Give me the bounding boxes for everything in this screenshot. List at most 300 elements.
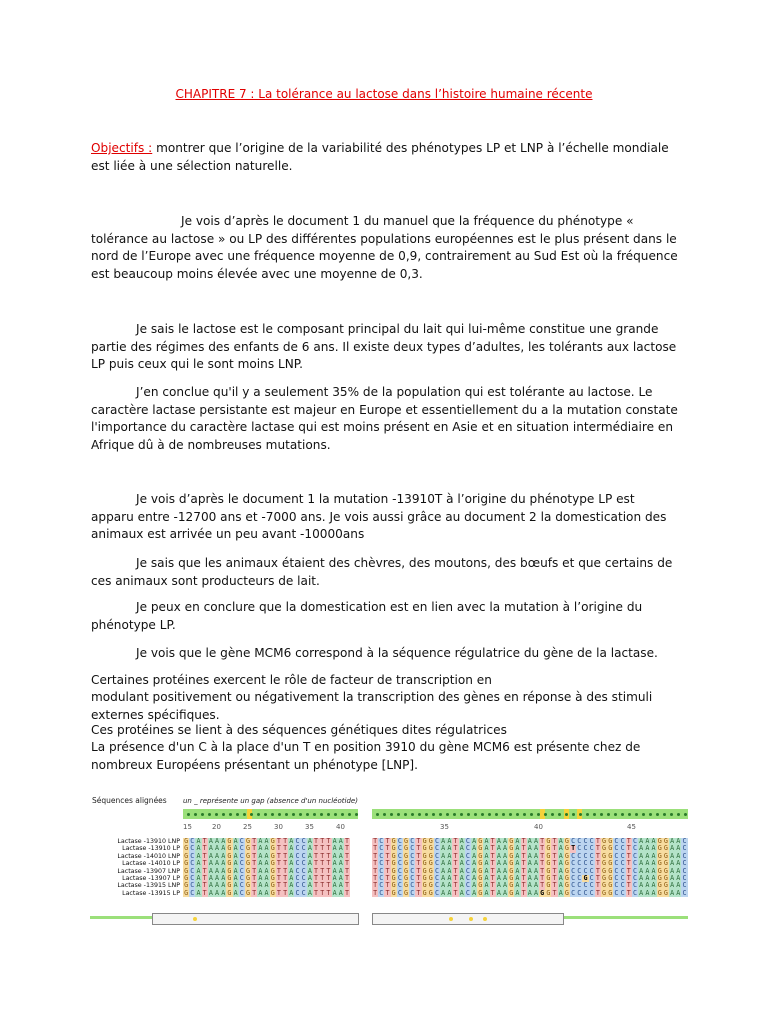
nucleotide: T bbox=[521, 859, 526, 868]
nucleotide: C bbox=[465, 844, 470, 853]
nucleotide: T bbox=[276, 859, 281, 868]
nucleotide: A bbox=[651, 859, 656, 868]
scroll-marker bbox=[193, 917, 197, 921]
nucleotide: T bbox=[540, 844, 545, 853]
objectives-label: Objectifs : bbox=[91, 141, 153, 155]
nucleotide: T bbox=[540, 859, 545, 868]
nucleotide: T bbox=[373, 844, 378, 853]
tick-label: 35 bbox=[440, 823, 449, 831]
sequence-name: Lactase -13910 LNP bbox=[117, 838, 180, 845]
ruler-dot bbox=[390, 813, 393, 816]
ruler-dot bbox=[334, 813, 337, 816]
nucleotide: T bbox=[252, 881, 257, 890]
nucleotide: A bbox=[307, 874, 312, 883]
nucleotide: A bbox=[503, 851, 508, 860]
nucleotide: C bbox=[434, 866, 439, 875]
nucleotide: A bbox=[332, 859, 337, 868]
nucleotide: G bbox=[478, 866, 483, 875]
nucleotide: T bbox=[314, 881, 319, 890]
nucleotide: T bbox=[283, 874, 288, 883]
nucleotide: G bbox=[663, 888, 668, 897]
nucleotide: T bbox=[385, 888, 390, 897]
nucleotide: A bbox=[533, 859, 538, 868]
nucleotide: C bbox=[295, 888, 300, 897]
nucleotide: T bbox=[490, 881, 495, 890]
nucleotide: A bbox=[215, 866, 220, 875]
nucleotide: C bbox=[301, 837, 306, 845]
nucleotide: A bbox=[208, 859, 213, 868]
ruler-dot bbox=[278, 813, 281, 816]
ruler-dot bbox=[320, 813, 323, 816]
nucleotide: C bbox=[589, 866, 594, 875]
paragraph-2: Je sais le lactose est le composant principal du lait qui lui-même constitue une grande partie des régimes des enfants de 6 ans. Il existe deux types d’adultes, les tolérants aux lactose LP puis ceux qui le sont moins LNP. bbox=[91, 322, 677, 371]
nucleotide: A bbox=[558, 859, 563, 868]
nucleotide: C bbox=[379, 874, 384, 883]
nucleotide: G bbox=[422, 874, 427, 883]
nucleotide: C bbox=[577, 888, 582, 897]
tick-label: 40 bbox=[534, 823, 543, 831]
nucleotide: C bbox=[190, 888, 195, 897]
nucleotide: T bbox=[314, 874, 319, 883]
nucleotide: C bbox=[583, 844, 588, 853]
nucleotide: T bbox=[202, 844, 207, 853]
nucleotide: C bbox=[434, 859, 439, 868]
nucleotide: A bbox=[264, 844, 269, 853]
nucleotide: A bbox=[472, 888, 477, 897]
tick-label: 35 bbox=[305, 823, 314, 831]
ruler-dot bbox=[509, 813, 512, 816]
nucleotide: T bbox=[626, 881, 631, 890]
paragraph-3: J’en conclue qu'il y a seulement 35% de la population qui est tolérante au lactose. Le caractère lactase persistante est majeur en Europe et essentiellement du a la mutation constate l'importance du caractère lactase qui est moins présent en Asie et en situation intermédiaire en Afrique dû à de nombreuses mutations. bbox=[91, 385, 678, 452]
nucleotide: A bbox=[459, 874, 464, 883]
nucleotide: T bbox=[626, 866, 631, 875]
nucleotide: A bbox=[289, 881, 294, 890]
nucleotide: A bbox=[338, 888, 343, 897]
ruler-dot bbox=[663, 813, 666, 816]
nucleotide: C bbox=[379, 859, 384, 868]
nucleotide: G bbox=[270, 844, 275, 853]
ruler-dot bbox=[523, 813, 526, 816]
ruler-dot bbox=[194, 813, 197, 816]
ruler-dot bbox=[593, 813, 596, 816]
nucleotide: G bbox=[404, 844, 409, 853]
nucleotide: A bbox=[670, 837, 675, 845]
nucleotide: A bbox=[503, 866, 508, 875]
nucleotide: T bbox=[521, 837, 526, 845]
nucleotide: A bbox=[264, 888, 269, 897]
nucleotide: A bbox=[459, 866, 464, 875]
nucleotide: C bbox=[614, 851, 619, 860]
nucleotide: C bbox=[465, 837, 470, 845]
nucleotide: T bbox=[595, 844, 600, 853]
nucleotide: A bbox=[651, 844, 656, 853]
ruler-dot bbox=[250, 813, 253, 816]
nucleotide: C bbox=[410, 844, 415, 853]
objectives-text: montrer que l’origine de la variabilité des phénotypes LP et LNP à l’échelle mondiale est liée à une sélection naturelle. bbox=[91, 141, 669, 173]
nucleotide: C bbox=[632, 837, 637, 845]
nucleotide: T bbox=[521, 844, 526, 853]
nucleotide: C bbox=[190, 837, 195, 845]
nucleotide: C bbox=[410, 881, 415, 890]
nucleotide: A bbox=[639, 866, 644, 875]
nucleotide: C bbox=[620, 881, 625, 890]
nucleotide: G bbox=[602, 859, 607, 868]
nucleotide: A bbox=[676, 844, 681, 853]
nucleotide: G bbox=[602, 874, 607, 883]
nucleotide: A bbox=[484, 866, 489, 875]
nucleotide: A bbox=[496, 844, 501, 853]
nucleotide: A bbox=[208, 844, 213, 853]
nucleotide: A bbox=[533, 874, 538, 883]
chapter-title: CHAPITRE 7 : La tolérance au lactose dans l’histoire humaine récente bbox=[175, 87, 593, 101]
sequence-name: Lactase -13915 LNP bbox=[117, 882, 180, 890]
nucleotide: A bbox=[264, 866, 269, 875]
nucleotide: C bbox=[682, 851, 687, 860]
nucleotide: T bbox=[283, 888, 288, 897]
paragraph-8d: La présence d'un C à la place d'un T en position 3910 du gène MCM6 est présente chez de nombreux Européens présentant un phénotype [LNP]. bbox=[91, 740, 641, 772]
ruler-dot bbox=[460, 813, 463, 816]
nucleotide: A bbox=[484, 851, 489, 860]
alignment-panel-left bbox=[90, 796, 358, 931]
nucleotide: G bbox=[657, 866, 662, 875]
nucleotide: T bbox=[552, 874, 557, 883]
nucleotide: A bbox=[215, 881, 220, 890]
ruler-dot bbox=[425, 813, 428, 816]
nucleotide: G bbox=[602, 837, 607, 845]
nucleotide: G bbox=[245, 844, 250, 853]
nucleotide: A bbox=[515, 837, 520, 845]
nucleotide: C bbox=[583, 851, 588, 860]
nucleotide: C bbox=[577, 837, 582, 845]
nucleotide: A bbox=[289, 844, 294, 853]
nucleotide: A bbox=[651, 881, 656, 890]
nucleotide: T bbox=[283, 866, 288, 875]
nucleotide: A bbox=[196, 881, 201, 890]
nucleotide: A bbox=[441, 881, 446, 890]
nucleotide: A bbox=[196, 874, 201, 883]
nucleotide: T bbox=[490, 866, 495, 875]
nucleotide: A bbox=[221, 888, 226, 897]
nucleotide: A bbox=[338, 851, 343, 860]
nucleotide: G bbox=[663, 866, 668, 875]
nucleotide: T bbox=[626, 844, 631, 853]
ruler-dot bbox=[684, 813, 687, 816]
ruler-dot bbox=[285, 813, 288, 816]
nucleotide: C bbox=[589, 844, 594, 853]
nucleotide: A bbox=[527, 881, 532, 890]
nucleotide: A bbox=[307, 866, 312, 875]
nucleotide: T bbox=[373, 866, 378, 875]
nucleotide: T bbox=[202, 874, 207, 883]
nucleotide: C bbox=[190, 851, 195, 860]
ruler-dot bbox=[383, 813, 386, 816]
nucleotide: G bbox=[608, 851, 613, 860]
nucleotide: C bbox=[682, 888, 687, 897]
nucleotide: A bbox=[233, 851, 238, 860]
nucleotide: G bbox=[270, 837, 275, 845]
paragraph-6: Je peux en conclure que la domestication est en lien avec la mutation à l’origine du phénotype LP. bbox=[91, 600, 643, 632]
nucleotide: A bbox=[196, 888, 201, 897]
nucleotide: A bbox=[676, 874, 681, 883]
ruler-dot bbox=[649, 813, 652, 816]
nucleotide: G bbox=[583, 874, 588, 883]
nucleotide: G bbox=[184, 874, 189, 883]
nucleotide: G bbox=[404, 851, 409, 860]
nucleotide: A bbox=[484, 888, 489, 897]
nucleotide: T bbox=[373, 837, 378, 845]
nucleotide: T bbox=[276, 866, 281, 875]
nucleotide: T bbox=[373, 888, 378, 897]
ruler-dot bbox=[642, 813, 645, 816]
nucleotide: G bbox=[422, 859, 427, 868]
nucleotide: A bbox=[338, 837, 343, 845]
scrollbar-left[interactable] bbox=[152, 913, 359, 925]
nucleotide: T bbox=[276, 851, 281, 860]
nucleotide: A bbox=[307, 844, 312, 853]
nucleotide: T bbox=[552, 837, 557, 845]
nucleotide: A bbox=[221, 837, 226, 845]
nucleotide: T bbox=[320, 851, 325, 860]
nucleotide: G bbox=[391, 888, 396, 897]
nucleotide: A bbox=[289, 837, 294, 845]
nucleotide: G bbox=[546, 866, 551, 875]
nucleotide: G bbox=[478, 851, 483, 860]
nucleotide: A bbox=[515, 866, 520, 875]
paragraph-8a: Certaines protéines exercent le rôle de facteur de transcription en bbox=[91, 673, 492, 687]
nucleotide: A bbox=[221, 859, 226, 868]
nucleotide: T bbox=[490, 837, 495, 845]
nucleotide: A bbox=[670, 844, 675, 853]
nucleotide: T bbox=[276, 874, 281, 883]
nucleotide: T bbox=[453, 859, 458, 868]
nucleotide: A bbox=[651, 851, 656, 860]
nucleotide: G bbox=[184, 859, 189, 868]
nucleotide: A bbox=[258, 844, 263, 853]
nucleotide: G bbox=[608, 888, 613, 897]
nucleotide: G bbox=[422, 888, 427, 897]
nucleotide: T bbox=[326, 859, 331, 868]
paragraph-5: Je sais que les animaux étaient des chèvres, des moutons, des bœufs et que certains de ces animaux sont producteurs de lait. bbox=[91, 556, 673, 588]
ruler-dot bbox=[313, 813, 316, 816]
paragraph-1: Je vois d’après le document 1 du manuel que la fréquence du phénotype « tolérance au lactose » ou LP des différentes populations européennes est le plus présent dans le nord de l’Europe avec une fréquence moyenne de 0,9, contrairement au Sud Est où la fréquence est beaucoup moins élevée avec une moyenne de 0,3. bbox=[91, 214, 678, 281]
nucleotide: A bbox=[221, 851, 226, 860]
scrollbar-right[interactable] bbox=[372, 913, 564, 925]
nucleotide: T bbox=[283, 851, 288, 860]
nucleotide: G bbox=[391, 866, 396, 875]
nucleotide: T bbox=[385, 859, 390, 868]
nucleotide: A bbox=[527, 888, 532, 897]
ruler-dot bbox=[257, 813, 260, 816]
nucleotide: C bbox=[397, 874, 402, 883]
nucleotide: G bbox=[404, 874, 409, 883]
nucleotide: A bbox=[332, 881, 337, 890]
nucleotide: T bbox=[385, 874, 390, 883]
nucleotide: A bbox=[441, 837, 446, 845]
nucleotide: G bbox=[657, 881, 662, 890]
nucleotide: A bbox=[651, 837, 656, 845]
nucleotide: C bbox=[614, 866, 619, 875]
nucleotide: A bbox=[221, 866, 226, 875]
ruler-dot bbox=[299, 813, 302, 816]
ruler-dot bbox=[572, 813, 575, 816]
nucleotide: T bbox=[202, 888, 207, 897]
objectives-paragraph bbox=[91, 140, 681, 175]
nucleotide: T bbox=[626, 888, 631, 897]
nucleotide: G bbox=[608, 844, 613, 853]
nucleotide: G bbox=[657, 844, 662, 853]
nucleotide: A bbox=[264, 874, 269, 883]
nucleotide: G bbox=[509, 881, 514, 890]
nucleotide: C bbox=[397, 881, 402, 890]
nucleotide: A bbox=[447, 888, 452, 897]
nucleotide: A bbox=[221, 874, 226, 883]
nucleotide: G bbox=[227, 866, 232, 875]
nucleotide: C bbox=[397, 866, 402, 875]
nucleotide: A bbox=[496, 851, 501, 860]
nucleotide: G bbox=[428, 888, 433, 897]
ruler-dot bbox=[537, 813, 540, 816]
ruler-dot bbox=[656, 813, 659, 816]
nucleotide: A bbox=[527, 866, 532, 875]
nucleotide: T bbox=[521, 888, 526, 897]
ruler-dot bbox=[516, 813, 519, 816]
nucleotide: T bbox=[283, 837, 288, 845]
nucleotide: T bbox=[626, 859, 631, 868]
nucleotide: G bbox=[564, 888, 569, 897]
nucleotide: G bbox=[663, 874, 668, 883]
nucleotide: C bbox=[301, 874, 306, 883]
nucleotide: G bbox=[422, 851, 427, 860]
nucleotide: A bbox=[289, 866, 294, 875]
nucleotide: C bbox=[577, 851, 582, 860]
nucleotide: A bbox=[307, 859, 312, 868]
nucleotide: T bbox=[595, 888, 600, 897]
nucleotide: A bbox=[332, 844, 337, 853]
nucleotide: A bbox=[196, 866, 201, 875]
nucleotide: C bbox=[301, 859, 306, 868]
nucleotide: A bbox=[233, 874, 238, 883]
nucleotide: C bbox=[682, 859, 687, 868]
nucleotide: A bbox=[515, 888, 520, 897]
nucleotide: A bbox=[533, 866, 538, 875]
nucleotide: T bbox=[552, 859, 557, 868]
nucleotide: A bbox=[472, 881, 477, 890]
nucleotide: C bbox=[620, 851, 625, 860]
nucleotide: A bbox=[472, 866, 477, 875]
nucleotide: G bbox=[564, 851, 569, 860]
nucleotide: A bbox=[645, 844, 650, 853]
tick-label: 15 bbox=[183, 823, 192, 831]
nucleotide: A bbox=[447, 859, 452, 868]
nucleotide: G bbox=[478, 844, 483, 853]
nucleotide: A bbox=[533, 851, 538, 860]
ruler-dot bbox=[607, 813, 610, 816]
nucleotide: C bbox=[589, 851, 594, 860]
ruler-dot bbox=[208, 813, 211, 816]
nucleotide: T bbox=[320, 881, 325, 890]
nucleotide: G bbox=[663, 837, 668, 845]
nucleotide: A bbox=[651, 888, 656, 897]
nucleotide: G bbox=[564, 859, 569, 868]
nucleotide: T bbox=[326, 888, 331, 897]
nucleotide: A bbox=[258, 881, 263, 890]
nucleotide: G bbox=[227, 881, 232, 890]
nucleotide: A bbox=[208, 851, 213, 860]
nucleotide: C bbox=[301, 851, 306, 860]
nucleotide: A bbox=[441, 859, 446, 868]
nucleotide: T bbox=[373, 859, 378, 868]
nucleotide: A bbox=[670, 881, 675, 890]
nucleotide: A bbox=[447, 851, 452, 860]
nucleotide: A bbox=[338, 859, 343, 868]
nucleotide: A bbox=[338, 844, 343, 853]
nucleotide: G bbox=[404, 837, 409, 845]
nucleotide: A bbox=[233, 859, 238, 868]
nucleotide: C bbox=[239, 881, 244, 890]
nucleotide: T bbox=[385, 837, 390, 845]
nucleotide: T bbox=[552, 888, 557, 897]
nucleotide: G bbox=[391, 881, 396, 890]
nucleotide: T bbox=[385, 866, 390, 875]
nucleotide: G bbox=[227, 844, 232, 853]
nucleotide: T bbox=[453, 866, 458, 875]
ruler-dot bbox=[579, 813, 582, 816]
nucleotide: A bbox=[208, 888, 213, 897]
nucleotide: T bbox=[416, 844, 421, 853]
nucleotide: C bbox=[614, 888, 619, 897]
nucleotide: G bbox=[546, 888, 551, 897]
alignment-heading: Séquences alignées bbox=[92, 796, 167, 805]
nucleotide: G bbox=[404, 888, 409, 897]
nucleotide: T bbox=[595, 866, 600, 875]
nucleotide: T bbox=[540, 866, 545, 875]
nucleotide: A bbox=[258, 837, 263, 845]
nucleotide: C bbox=[239, 888, 244, 897]
nucleotide: A bbox=[496, 881, 501, 890]
nucleotide: A bbox=[645, 874, 650, 883]
nucleotide: A bbox=[645, 888, 650, 897]
nucleotide: A bbox=[527, 851, 532, 860]
nucleotide: T bbox=[552, 881, 557, 890]
ruler-dot bbox=[453, 813, 456, 816]
nucleotide: G bbox=[184, 866, 189, 875]
nucleotide: C bbox=[295, 851, 300, 860]
ruler-dot bbox=[565, 813, 568, 816]
nucleotide: G bbox=[663, 881, 668, 890]
nucleotide: A bbox=[484, 837, 489, 845]
nucleotide: A bbox=[472, 844, 477, 853]
nucleotide: C bbox=[190, 881, 195, 890]
tick-label: 30 bbox=[274, 823, 283, 831]
nucleotide: T bbox=[416, 859, 421, 868]
nucleotide: T bbox=[453, 874, 458, 883]
nucleotide: C bbox=[620, 874, 625, 883]
nucleotide: C bbox=[577, 859, 582, 868]
nucleotide: T bbox=[314, 837, 319, 845]
nucleotide: A bbox=[558, 851, 563, 860]
nucleotide: C bbox=[295, 874, 300, 883]
nucleotide: T bbox=[453, 844, 458, 853]
nucleotide: T bbox=[344, 844, 349, 853]
nucleotide: A bbox=[264, 851, 269, 860]
nucleotide: G bbox=[608, 874, 613, 883]
nucleotide: T bbox=[202, 851, 207, 860]
nucleotide: G bbox=[564, 881, 569, 890]
nucleotide: G bbox=[422, 866, 427, 875]
sequence-name: Lactase -13907 LP bbox=[122, 875, 180, 883]
nucleotide: C bbox=[397, 859, 402, 868]
nucleotide: C bbox=[434, 888, 439, 897]
